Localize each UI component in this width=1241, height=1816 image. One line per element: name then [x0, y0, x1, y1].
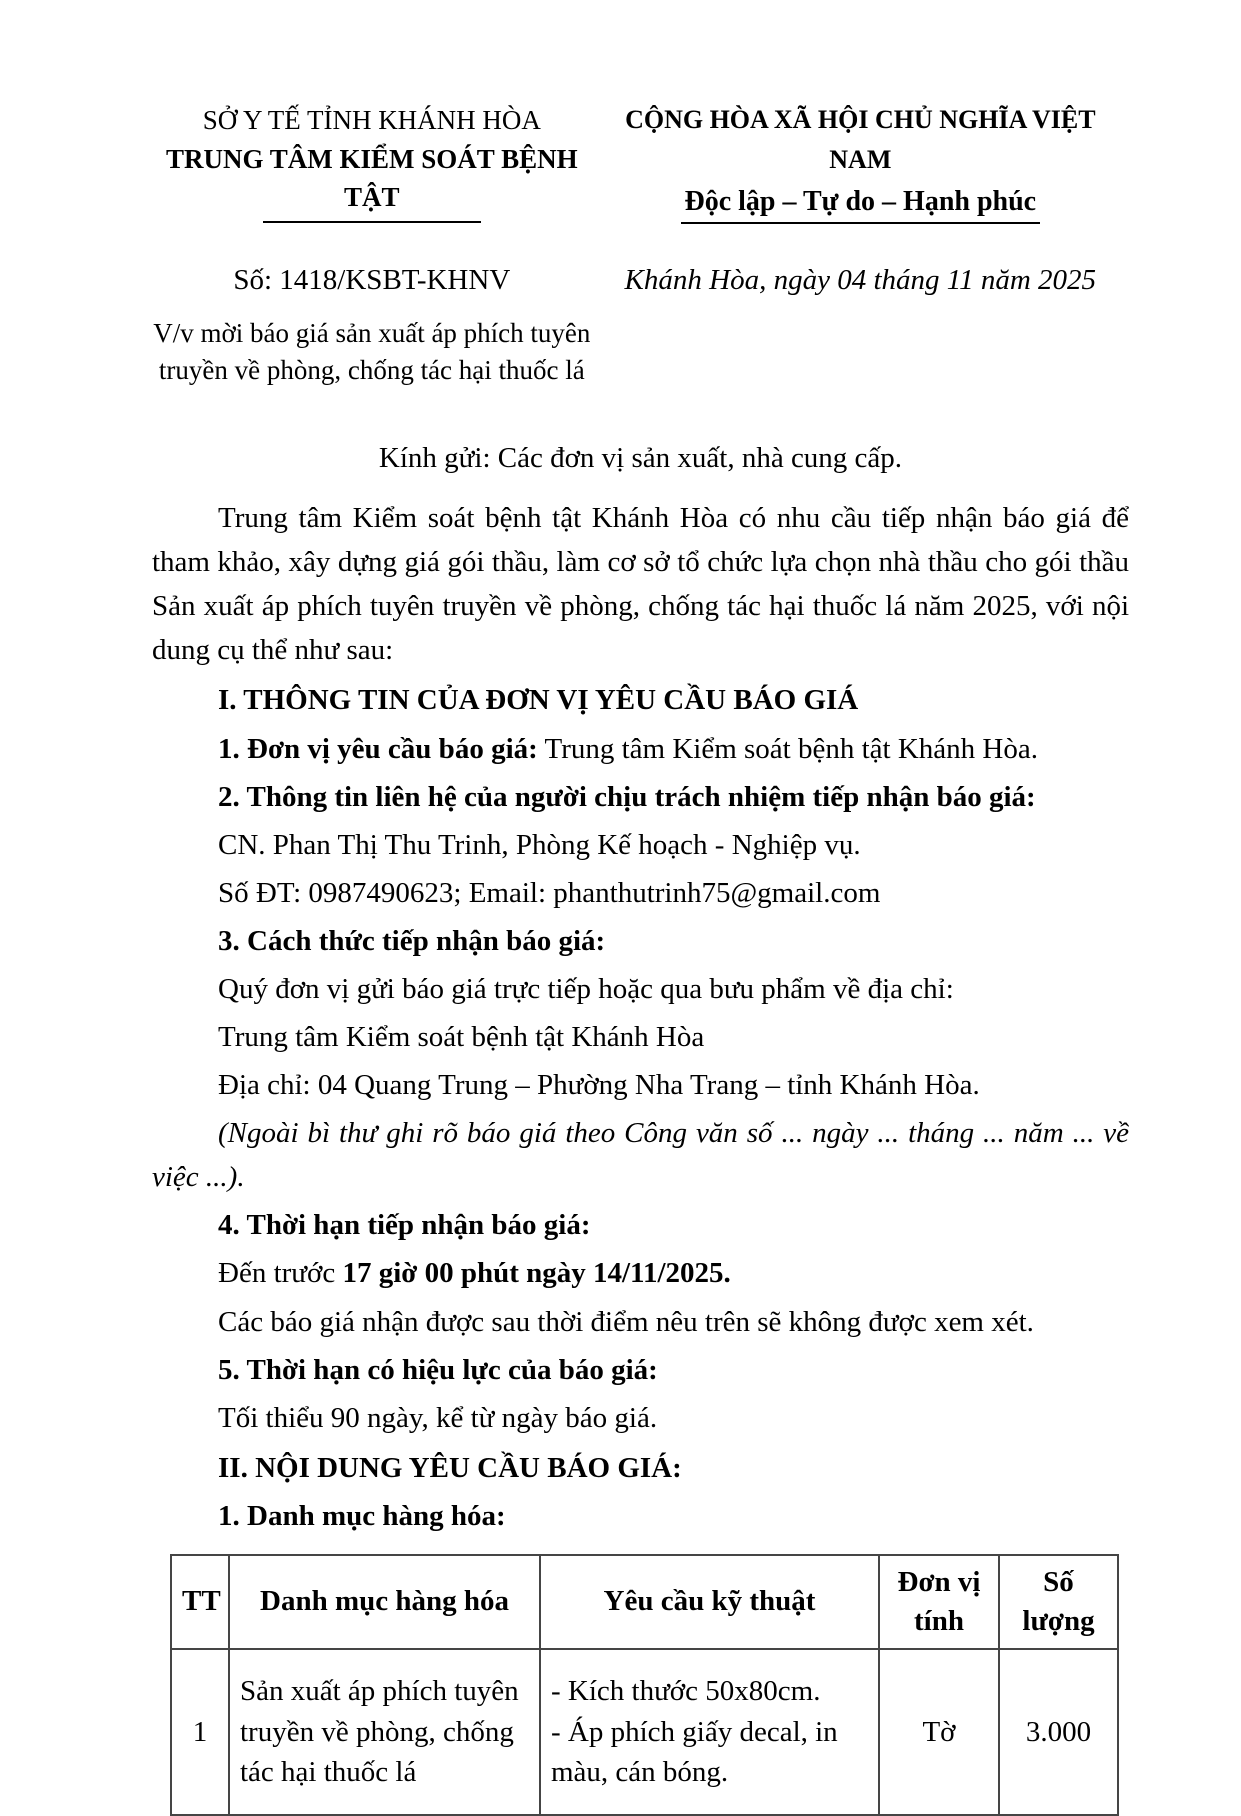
- place-and-date: Khánh Hòa, ngày 04 tháng 11 năm 2025: [624, 264, 1097, 297]
- col-header-item: Danh mục hàng hóa: [229, 1555, 540, 1649]
- col-header-spec: Yêu cầu kỹ thuật: [540, 1555, 879, 1649]
- intro-paragraph: Trung tâm Kiểm soát bệnh tật Khánh Hòa có nhu cầu tiếp nhận báo giá để tham khảo, xây dựng giá gói thầu, làm cơ sở tổ chức lựa chọn nhà thầu cho gói thầu Sản xuất áp phích tuyên truyền về phòng, chống tác hại thuốc lá năm 2025, với nội dung cụ thể như sau:: [152, 502, 1129, 667]
- item-5-heading: 5. Thời hạn có hiệu lực của báo giá:: [218, 1353, 658, 1386]
- section-i-title: I. THÔNG TIN CỦA ĐƠN VỊ YÊU CẦU BÁO GIÁ: [218, 684, 859, 717]
- item-1-value: Trung tâm Kiểm soát bệnh tật Khánh Hòa.: [537, 732, 1038, 765]
- goods-table-header-row: [171, 1555, 1118, 1649]
- item-3-address: Địa chỉ: 04 Quang Trung – Phường Nha Trang – tỉnh Khánh Hòa.: [218, 1069, 980, 1102]
- doc-subject: [152, 315, 592, 391]
- envelope-note: (Ngoài bì thư ghi rõ báo giá theo Công văn số ... ngày ... tháng ... năm ... về việc ...).: [152, 1117, 1129, 1194]
- item-3-delivery-method: Quý đơn vị gửi báo giá trực tiếp hoặc qua bưu phẩm về địa chỉ:: [218, 972, 954, 1005]
- goods-list-heading: 1. Danh mục hàng hóa:: [218, 1499, 506, 1532]
- doc-subject-line-2: truyền về phòng, chống tác hại thuốc lá: [158, 355, 585, 386]
- section-ii-title: II. NỘI DUNG YÊU CẦU BÁO GIÁ:: [218, 1451, 682, 1484]
- org-underline-rule: [263, 221, 481, 223]
- parent-org-name: SỞ Y TẾ TỈNH KHÁNH HÒA: [202, 105, 541, 135]
- deadline-prefix: Đến trước: [218, 1257, 343, 1290]
- cell-unit: Tờ: [879, 1649, 999, 1815]
- item-3-recipient-org: Trung tâm Kiểm soát bệnh tật Khánh Hòa: [218, 1021, 705, 1054]
- item-4-late-note: Các báo giá nhận được sau thời điểm nêu trên sẽ không được xem xét.: [218, 1305, 1034, 1338]
- item-4-heading: 4. Thời hạn tiếp nhận báo giá:: [218, 1209, 591, 1242]
- spec-line-2: - Áp phích giấy decal, in màu, cán bóng.: [551, 1715, 838, 1789]
- item-1-requesting-unit: [152, 727, 1129, 771]
- contact-phone-email: Số ĐT: 0987490623; Email: phanthutrinh75@gmail.com: [218, 876, 881, 909]
- table-row: [171, 1649, 1118, 1815]
- goods-table: [170, 1554, 1119, 1816]
- salutation: Kính gửi: Các đơn vị sản xuất, nhà cung cấp.: [378, 442, 903, 475]
- national-motto: Độc lập – Tự do – Hạnh phúc: [681, 184, 1041, 224]
- item-2-contact-heading: 2. Thông tin liên hệ của người chịu trách nhiệm tiếp nhận báo giá:: [218, 780, 1036, 813]
- col-header-tt: TT: [171, 1555, 229, 1649]
- cell-item: Sản xuất áp phích tuyên truyền về phòng, chống tác hại thuốc lá: [229, 1649, 540, 1815]
- col-header-unit: Đơn vị tính: [879, 1555, 999, 1649]
- item-1-label: 1. Đơn vị yêu cầu báo giá:: [218, 732, 538, 765]
- spec-line-1: - Kích thước 50x80cm.: [551, 1675, 821, 1707]
- contact-person: CN. Phan Thị Thu Trinh, Phòng Kế hoạch - Nghiệp vụ.: [218, 828, 861, 861]
- item-5-validity: Tối thiểu 90 ngày, kể từ ngày báo giá.: [218, 1401, 658, 1434]
- letterhead: [152, 100, 1129, 224]
- national-title: CỘNG HÒA XÃ HỘI CHỦ NGHĨA VIỆT NAM: [625, 105, 1096, 174]
- cell-tt: 1: [171, 1649, 229, 1815]
- org-name: TRUNG TÂM KIỂM SOÁT BỆNH TẬT: [166, 144, 578, 212]
- deadline-value: 17 giờ 00 phút ngày 14/11/2025.: [342, 1257, 731, 1290]
- doc-subject-line-1: V/v mời báo giá sản xuất áp phích tuyên: [153, 317, 591, 348]
- item-4-deadline: [152, 1251, 1129, 1295]
- item-3-heading: 3. Cách thức tiếp nhận báo giá:: [218, 924, 606, 957]
- doc-meta-row: [152, 258, 1129, 302]
- national-header-block: [592, 100, 1129, 224]
- cell-qty: 3.000: [999, 1649, 1118, 1815]
- col-header-qty: Số lượng: [999, 1555, 1118, 1649]
- doc-number: Số: 1418/KSBT-KHNV: [233, 264, 511, 297]
- issuing-org-block: [152, 100, 592, 224]
- cell-spec: [540, 1649, 879, 1815]
